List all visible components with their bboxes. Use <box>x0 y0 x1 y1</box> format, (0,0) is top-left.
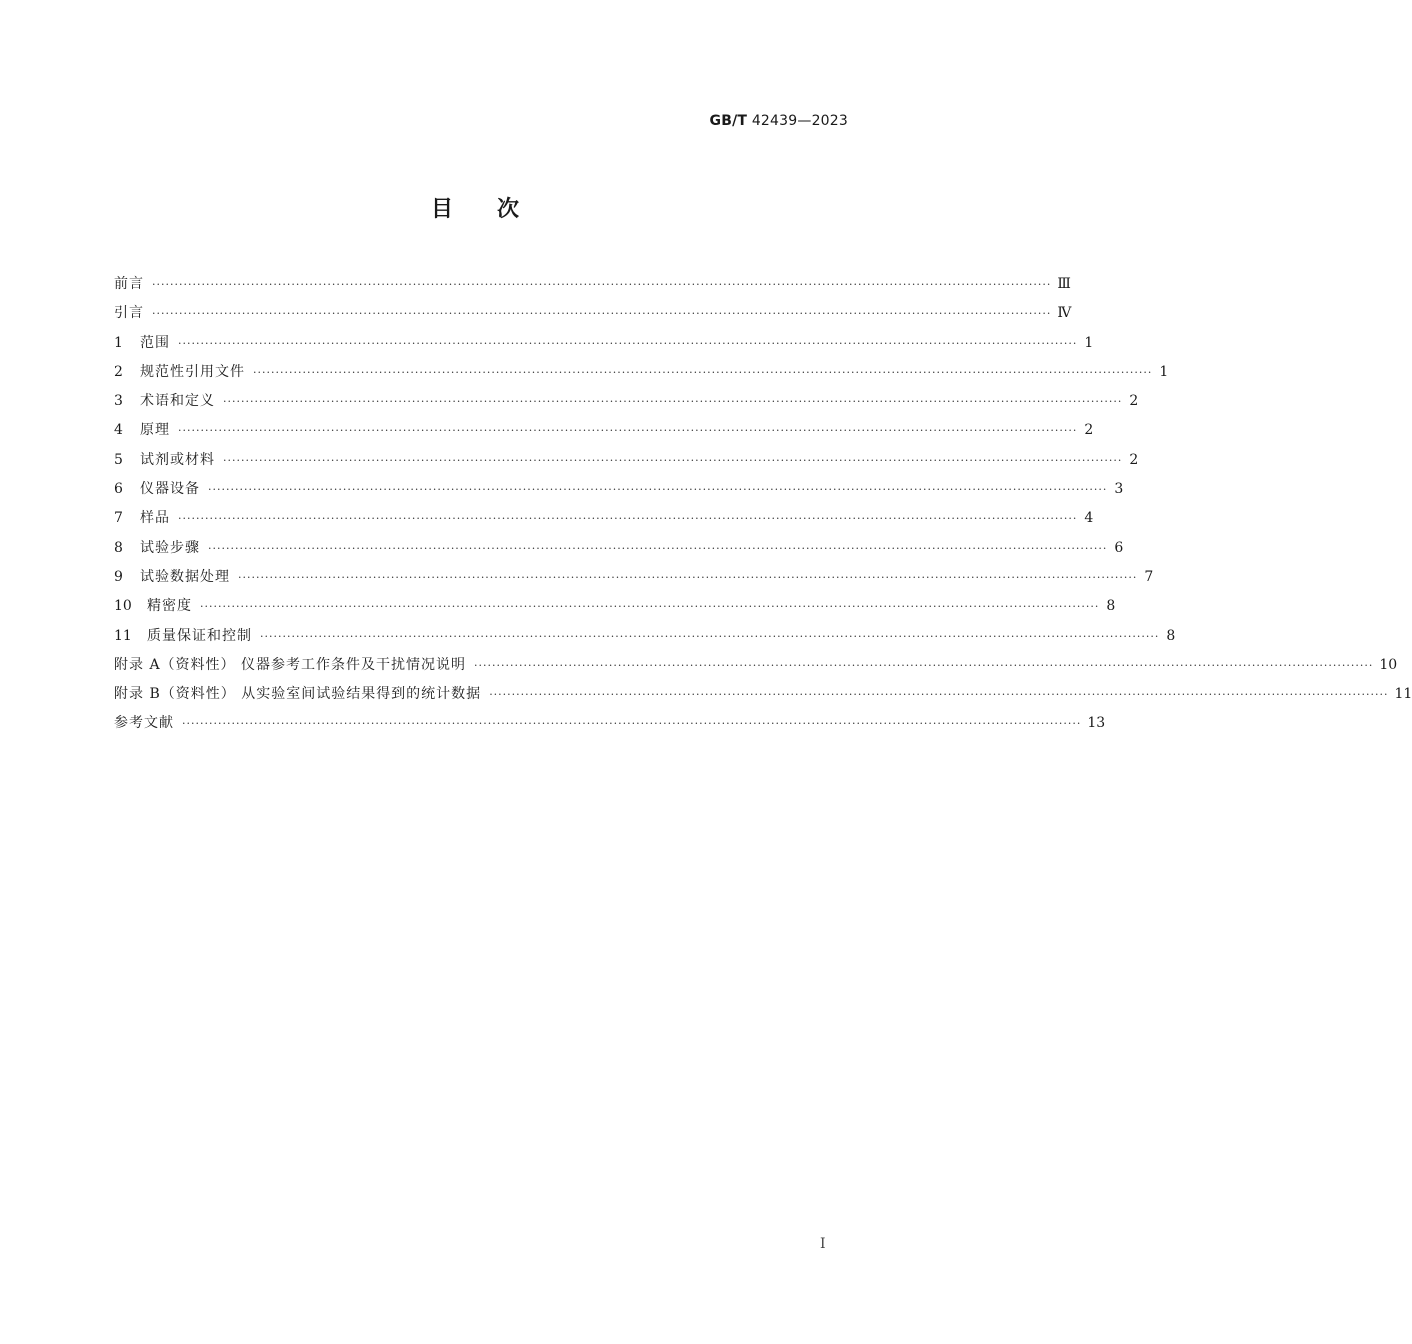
toc-entry-title: 试剂或材料 <box>140 451 215 468</box>
toc-leader-dots: ········································································································································································································ <box>260 629 1160 643</box>
toc-entry-title: 规范性引用文件 <box>140 363 245 380</box>
toc-leader-dots: ········································································································································································································ <box>152 278 1052 291</box>
toc-entry-title: 试验数据处理 <box>140 568 230 585</box>
toc-leader-dots: ········································································································································································································ <box>200 600 1100 614</box>
toc-leader-dots: ········································································································································································································ <box>474 658 1374 672</box>
toc-leader-dots: ········································································································································································································ <box>152 307 1052 321</box>
toc-entry-number: 10 <box>114 598 132 615</box>
toc-entry-page: 7 <box>1144 568 1154 585</box>
toc-entry-title: 前言 <box>114 276 144 292</box>
toc-leader-dots: ········································································································································································································ <box>178 336 1078 350</box>
toc-entry-number: 9 <box>114 568 123 585</box>
toc-entry[interactable] <box>114 270 1071 299</box>
toc-entry-page: 2 <box>1129 451 1139 468</box>
toc-leader-dots: ········································································································································································································ <box>182 717 1082 731</box>
toc-entry[interactable] <box>114 329 1094 358</box>
toc-leader-dots: ········································································································································································································ <box>178 424 1078 438</box>
toc-entry-title: 原理 <box>140 422 170 439</box>
toc-entry[interactable] <box>114 622 1176 651</box>
toc-entry-title: 仪器设备 <box>140 481 200 498</box>
toc-entry-page: 3 <box>1114 481 1124 498</box>
toc-entry-page: 2 <box>1129 393 1139 410</box>
toc-entry[interactable] <box>114 358 1169 387</box>
toc-entry[interactable] <box>114 446 1139 475</box>
toc-leader-dots: ········································································································································································································ <box>489 688 1389 702</box>
page-number: Ⅰ <box>820 1236 826 1252</box>
toc-entry-number: 8 <box>114 539 123 556</box>
toc-entry-number: 5 <box>114 451 123 468</box>
toc-entry-title: 质量保证和控制 <box>147 627 252 644</box>
toc-entry-number: 1 <box>114 334 123 351</box>
toc-entry-title: 附录 B（资料性） 从实验室间试验结果得到的统计数据 <box>114 686 482 703</box>
toc-entry[interactable] <box>114 592 1116 621</box>
toc-entry-title: 试验步骤 <box>140 539 200 556</box>
toc-entry-title: 引言 <box>114 305 144 322</box>
toc-entry-page: 13 <box>1087 715 1106 732</box>
toc-entry-page: Ⅳ <box>1057 305 1072 322</box>
toc-entry-page: 10 <box>1379 656 1398 673</box>
toc-entry-number: 6 <box>114 481 123 498</box>
toc-entry[interactable] <box>114 563 1154 592</box>
toc-entry-page: 1 <box>1084 334 1094 351</box>
page-title: 目次 <box>430 197 563 222</box>
toc-entry-number: 11 <box>114 627 132 644</box>
toc-entry[interactable] <box>114 709 1106 738</box>
toc-entry[interactable] <box>114 651 1398 680</box>
table-of-contents <box>114 270 1412 739</box>
standard-prefix: GB/T <box>709 113 748 129</box>
toc-entry-page: 8 <box>1106 598 1116 615</box>
toc-entry[interactable] <box>114 387 1139 416</box>
toc-entry-title: 精密度 <box>147 598 192 615</box>
toc-entry-title: 范围 <box>140 334 170 351</box>
toc-entry-title: 附录 A（资料性） 仪器参考工作条件及干扰情况说明 <box>114 656 467 673</box>
toc-entry-page: 1 <box>1159 363 1169 380</box>
toc-entry-title: 参考文献 <box>114 715 174 732</box>
standard-number: 42439—2023 <box>751 113 848 129</box>
toc-entry[interactable] <box>114 416 1094 445</box>
toc-entry-title: 术语和定义 <box>140 393 215 410</box>
toc-entry-number: 3 <box>114 393 123 410</box>
toc-entry-page: 8 <box>1166 627 1176 644</box>
toc-entry-page: Ⅲ <box>1057 276 1071 292</box>
toc-leader-dots: ········································································································································································································ <box>223 453 1123 467</box>
toc-entry[interactable] <box>114 299 1072 328</box>
toc-leader-dots: ········································································································································································································ <box>238 570 1138 584</box>
toc-leader-dots: ········································································································································································································ <box>223 395 1123 409</box>
toc-entry-number: 7 <box>114 510 123 527</box>
toc-entry-number: 2 <box>114 363 123 380</box>
toc-entry[interactable] <box>114 680 1412 709</box>
toc-leader-dots: ········································································································································································································ <box>208 483 1108 497</box>
toc-leader-dots: ········································································································································································································ <box>253 365 1153 379</box>
toc-entry-page: 6 <box>1114 539 1124 556</box>
toc-entry-title: 样品 <box>140 510 170 527</box>
toc-entry-page: 2 <box>1084 422 1094 439</box>
toc-entry-page: 11 <box>1394 686 1412 703</box>
toc-entry[interactable] <box>114 534 1124 563</box>
standard-code <box>710 113 848 129</box>
toc-entry-page: 4 <box>1084 510 1094 527</box>
toc-entry[interactable] <box>114 475 1124 504</box>
toc-leader-dots: ········································································································································································································ <box>178 512 1078 526</box>
toc-entry-number: 4 <box>114 422 123 439</box>
toc-entry[interactable] <box>114 504 1094 533</box>
toc-leader-dots: ········································································································································································································ <box>208 541 1108 555</box>
